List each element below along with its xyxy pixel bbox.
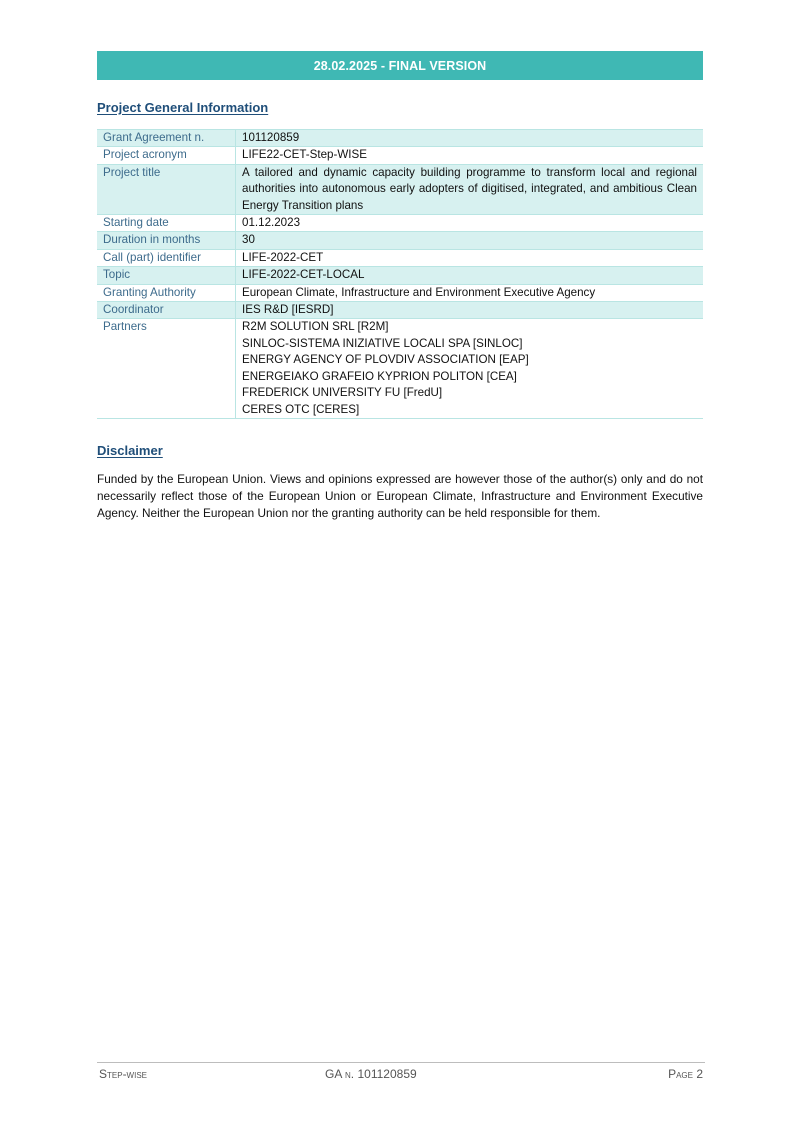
row-label: Duration in months [97,232,236,249]
row-value: IES R&D [IESRD] [236,302,704,319]
footer-divider [97,1062,705,1063]
footer-ga-number: 101120859 [357,1067,417,1081]
row-value: LIFE22-CET-Step-WISE [236,147,704,164]
footer-ga-n: n. [345,1067,355,1081]
row-value: A tailored and dynamic capacity building programme to transform local and regional authorities into autonomous early adopters of digitised, integrated, and ambitious Clean Energy Transition plans [236,164,704,214]
disclaimer-text: Funded by the European Union. Views and opinions expressed are however those of the author(s) only and do not necessarily reflect those of the European Union or European Climate, Infrastructure and Environment Executive Agency. Neither the European Union nor the granting authority can be held responsible for them. [97,472,703,520]
table-row [97,284,703,301]
footer-page-number: Page 2 [668,1067,703,1081]
row-label: Call (part) identifier [97,249,236,266]
disclaimer-heading: Disclaimer [97,443,163,458]
partner-item: FREDERICK UNIVERSITY FU [FredU] [242,386,443,400]
table-row [97,267,703,284]
row-value: 01.12.2023 [236,215,704,232]
version-banner-text: 28.02.2025 - FINAL VERSION [313,58,487,73]
table-row [97,164,703,214]
partner-item: R2M SOLUTION SRL [R2M] [242,320,389,334]
row-label: Grant Agreement n. [97,130,236,147]
row-label: Partners [97,319,236,418]
footer-ga-prefix: GA [325,1067,342,1081]
partners-list [236,319,704,418]
partner-item: ENERGY AGENCY OF PLOVDIV ASSOCIATION [EAP] [242,353,529,367]
partner-item: ENERGEIAKO GRAFEIO KYPRION POLITON [CEA] [242,369,517,383]
table-row [97,319,703,418]
row-value: 101120859 [236,130,704,147]
row-label: Topic [97,267,236,284]
row-value: LIFE-2022-CET [236,249,704,266]
row-label: Starting date [97,215,236,232]
row-value: LIFE-2022-CET-LOCAL [236,267,704,284]
row-label: Granting Authority [97,284,236,301]
partner-item: SINLOC-SISTEMA INIZIATIVE LOCALI SPA [SINLOC] [242,336,523,350]
project-info-table [97,129,703,419]
table-row [97,302,703,319]
partner-item: CERES OTC [CERES] [242,402,360,416]
table-row [97,249,703,266]
project-info-heading: Project General Information [97,100,269,115]
row-value: 30 [236,232,704,249]
table-row [97,215,703,232]
row-label: Coordinator [97,302,236,319]
footer-project-name: Step-wise [99,1067,148,1081]
version-banner [97,51,703,80]
table-row [97,147,703,164]
footer-grant-number [325,1067,417,1081]
table-row [97,130,703,147]
row-value: European Climate, Infrastructure and Environment Executive Agency [236,284,704,301]
table-row [97,232,703,249]
row-label: Project title [97,164,236,214]
row-label: Project acronym [97,147,236,164]
